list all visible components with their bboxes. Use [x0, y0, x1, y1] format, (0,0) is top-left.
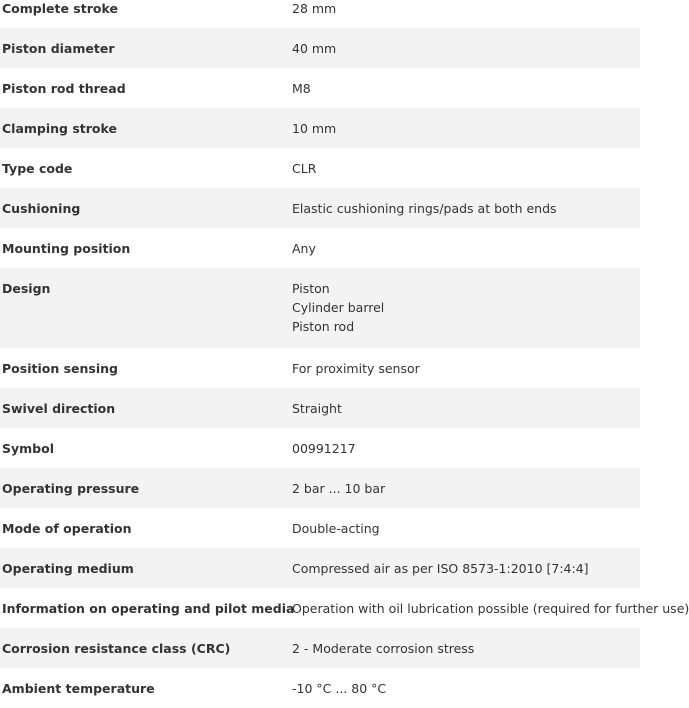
spec-row-piston-rod-thread: [0, 68, 640, 108]
spec-row-mode-of-operation: [0, 508, 640, 548]
spec-label: Corrosion resistance class (CRC): [2, 641, 231, 656]
spec-value: 40 mm: [292, 41, 337, 56]
spec-value: Elastic cushioning rings/pads at both ends: [292, 201, 557, 216]
spec-row-complete-stroke: [0, 0, 640, 28]
spec-label: Design: [2, 281, 51, 296]
spec-row-position-sensing: [0, 348, 640, 388]
spec-label: Piston diameter: [2, 41, 115, 56]
spec-label: Mode of operation: [2, 521, 132, 536]
spec-label: Clamping stroke: [2, 121, 117, 136]
spec-value-line: Piston rod: [292, 319, 355, 334]
spec-row-swivel-direction: [0, 388, 640, 428]
spec-label: Ambient temperature: [2, 681, 155, 696]
spec-value: 2 bar ... 10 bar: [292, 481, 386, 496]
spec-value-multiline: [288, 279, 640, 348]
spec-value: CLR: [292, 161, 317, 176]
spec-row-cushioning: [0, 188, 640, 228]
spec-row-piston-diameter: [0, 28, 640, 68]
spec-label: Cushioning: [2, 201, 81, 216]
spec-row-symbol: [0, 428, 640, 468]
spec-value: -10 °C ... 80 °C: [292, 681, 387, 696]
spec-value: 28 mm: [292, 1, 337, 16]
spec-label: Operating pressure: [2, 481, 140, 496]
spec-value-line: Cylinder barrel: [292, 300, 385, 315]
spec-row-operating-pressure: [0, 468, 640, 508]
spec-row-mounting-position: [0, 228, 640, 268]
spec-value: Operation with oil lubrication possible (required for further use): [292, 601, 689, 616]
spec-label: Information on operating and pilot media: [2, 601, 295, 616]
spec-row-design: [0, 268, 640, 348]
spec-value: Double-acting: [292, 521, 380, 536]
spec-row-operating-and-pilot-media: [0, 588, 689, 628]
spec-value: Compressed air as per ISO 8573-1:2010 [7:4:4]: [292, 561, 589, 576]
spec-value: 2 - Moderate corrosion stress: [292, 641, 475, 656]
spec-value-line: Piston: [292, 281, 330, 296]
spec-label: Operating medium: [2, 561, 134, 576]
spec-row-type-code: [0, 148, 640, 188]
spec-label: Position sensing: [2, 361, 118, 376]
spec-value: Straight: [292, 401, 342, 416]
spec-label: Swivel direction: [2, 401, 116, 416]
spec-value: Any: [292, 241, 316, 256]
spec-label: Type code: [2, 161, 73, 176]
spec-row-clamping-stroke: [0, 108, 640, 148]
spec-label: Symbol: [2, 441, 54, 456]
spec-row-ambient-temperature: [0, 668, 640, 708]
spec-value: 10 mm: [292, 121, 337, 136]
spec-label: Complete stroke: [2, 1, 118, 16]
spec-row-operating-medium: [0, 548, 640, 588]
spec-value: 00991217: [292, 441, 356, 456]
spec-row-corrosion-resistance-class: [0, 628, 640, 668]
spec-label: Mounting position: [2, 241, 131, 256]
spec-value: For proximity sensor: [292, 361, 420, 376]
spec-label: Piston rod thread: [2, 81, 126, 96]
spec-value: M8: [292, 81, 311, 96]
